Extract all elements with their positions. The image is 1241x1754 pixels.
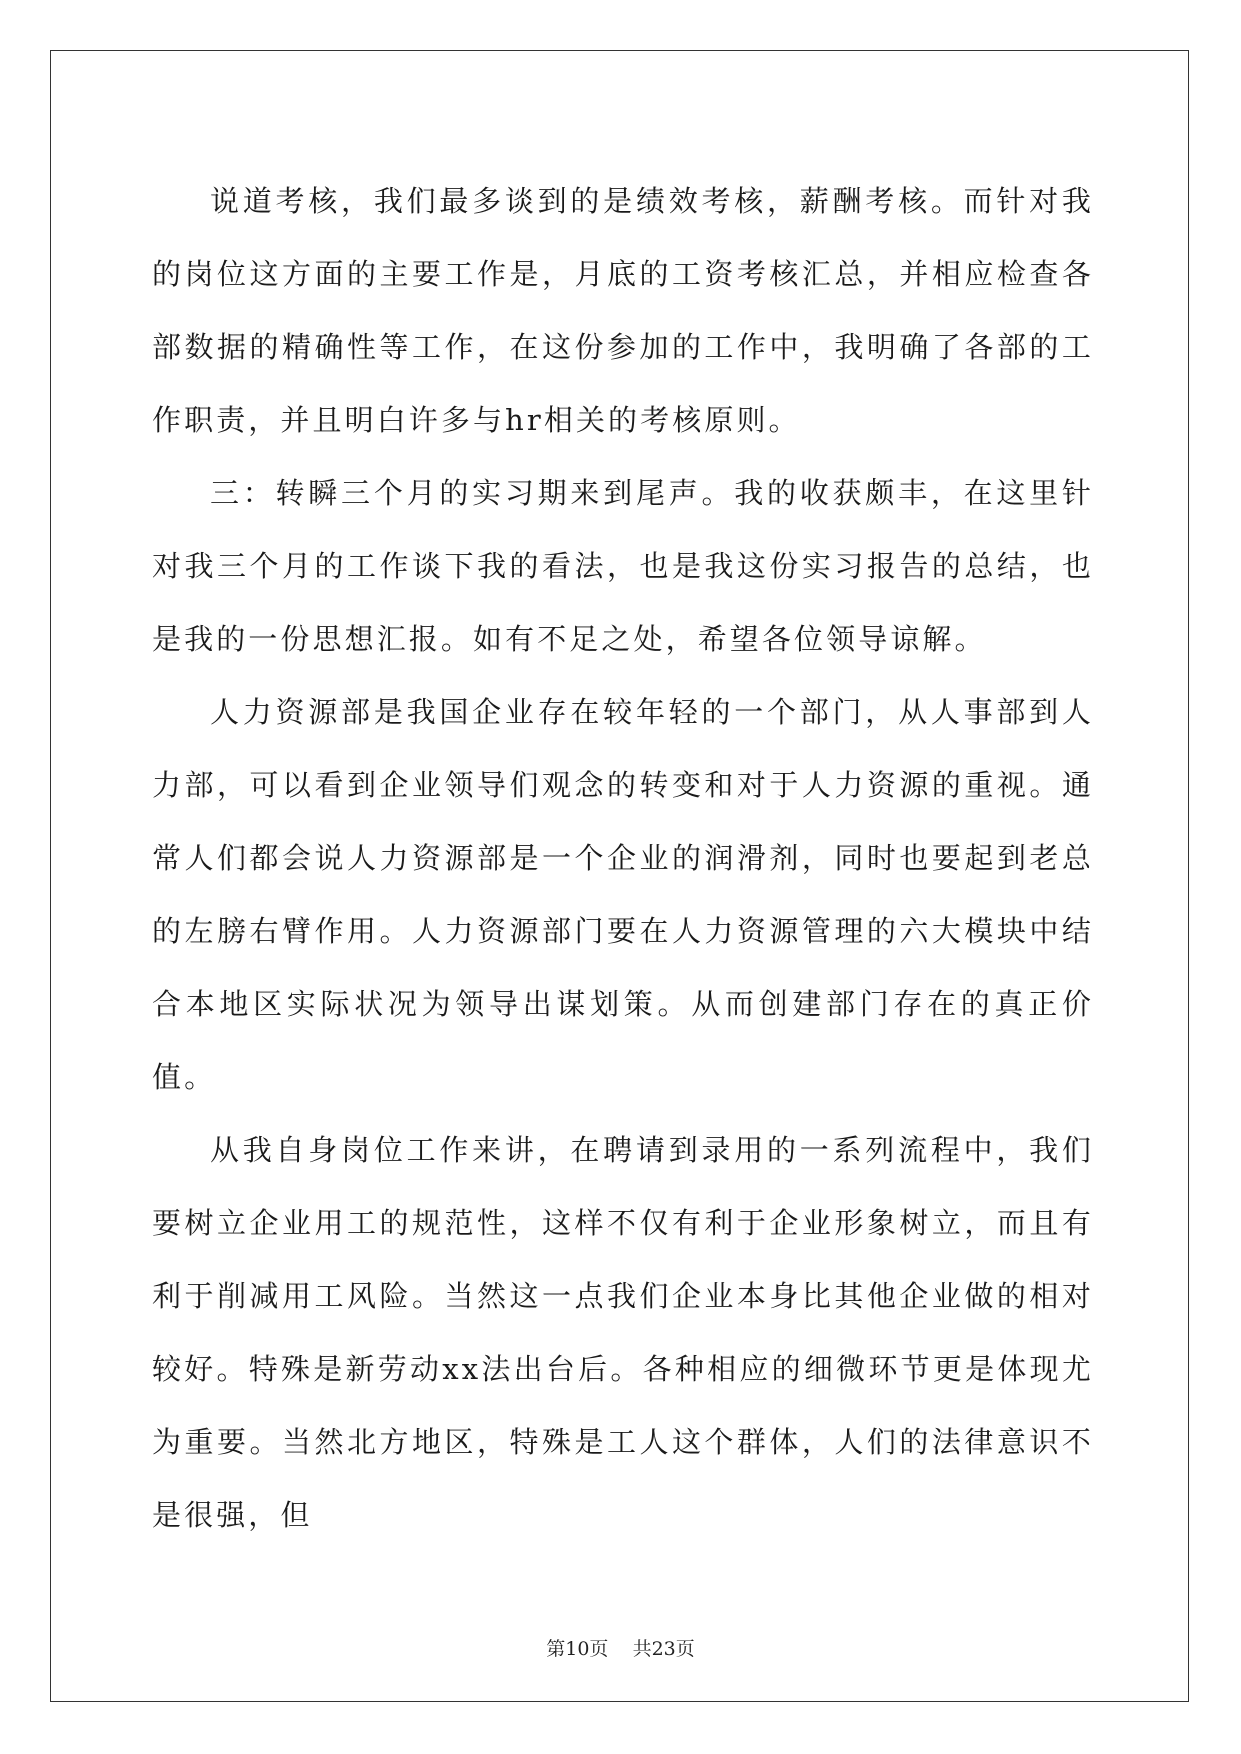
page-footer [0,1637,1241,1661]
page-number: 第10页 共23页 [546,1638,695,1660]
paragraph-3: 人力资源部是我国企业存在较年轻的一个部门，从人事部到人力部，可以看到企业领导们观念的转变和对于人力资源的重视。通常人们都会说人力资源部是一个企业的润滑剂，同时也要起到老总的左膀右臂作用。人力资源部门要在人力资源管理的六大模块中结合本地区实际状况为领导出谋划策。从而创建部门存在的真正价值。 [152,695,1094,1094]
paragraph-4: 从我自身岗位工作来讲，在聘请到录用的一系列流程中，我们要树立企业用工的规范性，这样不仅有利于企业形象树立，而且有利于削减用工风险。当然这一点我们企业本身比其他企业做的相对较好。特殊是新劳动xx法出台后。各种相应的细微环节更是体现尤为重要。当然北方地区，特殊是工人这个群体，人们的法律意识不是很强，但 [152,1133,1094,1532]
document-body [152,165,1094,1552]
paragraph-2: 三：转瞬三个月的实习期来到尾声。我的收获颇丰，在这里针对我三个月的工作谈下我的看法，也是我这份实习报告的总结，也是我的一份思想汇报。如有不足之处，希望各位领导谅解。 [152,476,1094,656]
paragraph-1: 说道考核，我们最多谈到的是绩效考核，薪酬考核。而针对我的岗位这方面的主要工作是，月底的工资考核汇总，并相应检查各部数据的精确性等工作，在这份参加的工作中，我明确了各部的工作职责，并且明白许多与hr相关的考核原则。 [152,184,1094,437]
